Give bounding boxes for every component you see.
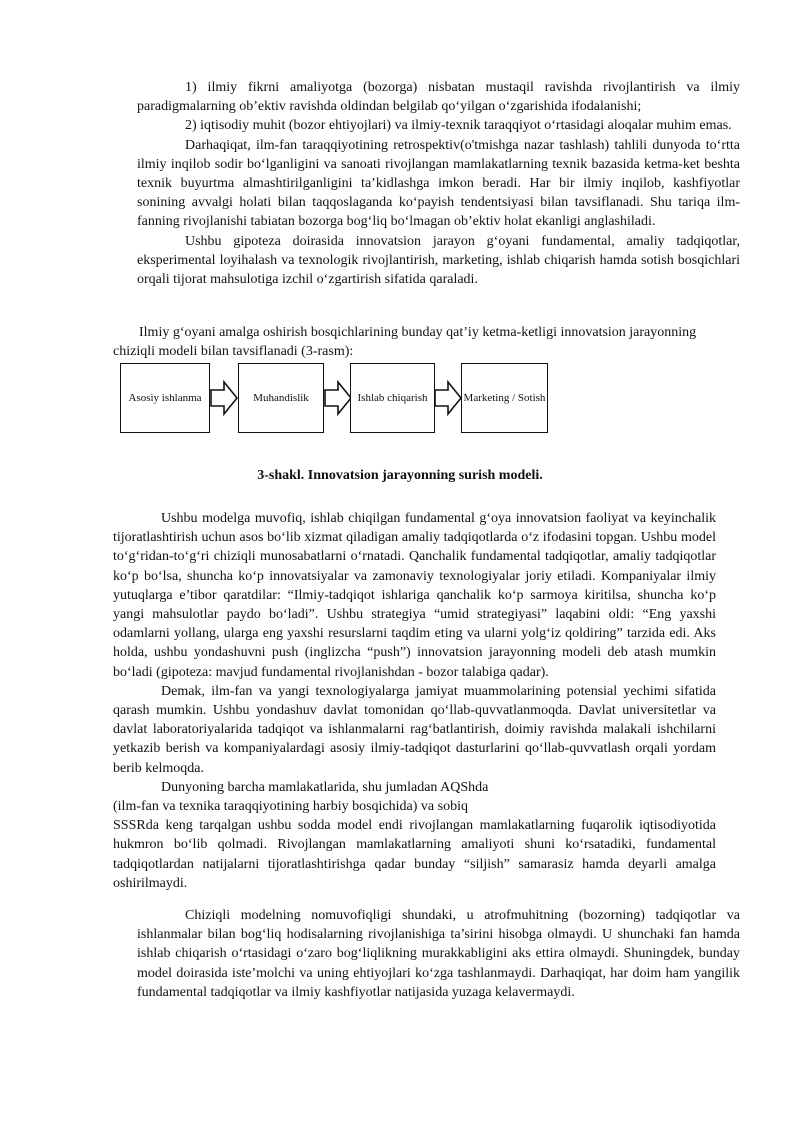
paragraph-state-support: Demak, ilm-fan va yangi texnologiyalarga jamiyat muammolarining potensial yechimi sifatida qarash mumkin. Ushbu yondashuv davlat tomonidan qo‘llab-quvvatlanmoqda. Davlat universitetlar va davlat laboratoriyalarida tadqiqot va ishlanmalarni rag‘batlantirish, doimiy ravishda malakali ishchilarni yetkazib berish va kompaniyalardagi asosiy ilmiy-tadqiqot dasturlarini qo‘llab-quvvatlash orqali yordam berib kelmoqda.: [113, 683, 716, 776]
paragraph-linear-model-intro-wrap: [113, 323, 716, 361]
paragraph-hypothesis: Ushbu gipoteza doirasida innovatsion jarayon g‘oyani fundamental, amaliy tadqiqotlar, eksperimental loyihalash va texnologik rivojlantirish, marketing, ishlab chiqarish hamda sotish bosqichlari orqali tijorat mahsulotiga izchil o‘zgartirish sifatida qaraladi.: [137, 233, 740, 288]
list-item-2: 2) iqtisodiy muhit (bozor ehtiyojlari) va ilmiy-texnik taraqqiyot o‘rtasidagi aloqalar muhim emas.: [185, 118, 732, 134]
paragraph-ussr: SSSRda keng tarqalgan ushbu sodda model endi rivojlangan mamlakatlarning fuqarolik iqtisodiyotida hukmron bo‘lib qolmadi. Rivojlangan mamlakatlarning amaliyoti shuni ko‘rsatadiki, fundamental tadqiqotlardan natijalarni tijoratlashtirishga qadar bunday “siljish” samarasiz hamda deyarli amalga oshirilmaydi.: [113, 818, 716, 891]
paragraph-linear-model-intro: Ilmiy g‘oyani amalga oshirish bosqichlarining bunday qat’iy ketma-ketligi innovatsion jarayonning chiziqli modeli bilan tavsiflanadi (3-rasm):: [113, 325, 697, 360]
numbered-list: [137, 78, 740, 289]
paragraph-inconsistency: Chiziqli modelning nomuvofiqligi shundaki, u atrofmuhitning (bozorning) tadqiqotlar va ishlanmalar bilan bog‘liq hodisalarning rivojlanishiga ta’sirini hisobga olmaydi. U shunchaki fan hamda ishlab chiqarish o‘rtasidagi o‘zaro bog‘liqlikning murakkabligini aks ettira olmaydi. Shuningdek, bunday model doirasida iste’molchi va uning ehtiyojlari ko‘zga tashlanmaydi. Darhaqiqat, har doim ham yangilik fundamental tadqiqotlar va ilmiy kashfiyotlar natijasida yuzaga kelavermaydi.: [137, 908, 740, 1000]
linear-model-diagram: [120, 361, 750, 437]
diagram-box-basic-development: Asosiy ishlanma: [120, 363, 210, 433]
paragraph-retrospective: Darhaqiqat, ilm-fan taraqqiyotining retrospektiv(o'tmishga nazar tashlash) tahlili dunyoda to‘rtta ilmiy inqilob sodir bo‘lganligini va sanoati rivojlangan mamlakatlarning texnik bazasida ketma-ket beshta texnik buyurtma almashtirilganligini ta’kidlashga imkon beradi. Har bir ilmiy inqilob, kashfiyotlar sonining avvalgi holati bilan taqqoslaganda ko‘payish tendentsiyasi bilan tavsiflanadi. Shu tariqa ilm-fanning rivojlanishi tabiatan bozorga bog‘liq bo‘lmagan ob’ektiv holat ekanligi anglashiladi.: [137, 137, 740, 230]
diagram-box-production: Ishlab chiqarish: [350, 363, 435, 433]
list-item-1: 1) ilmiy fikrni amaliyotga (bozorga) nisbatan mustaqil ravishda rivojlantirish va ilmiy paradigmalarning ob’ektiv ravishda oldindan belgilab qo‘yilgan o‘zgarishida ifodalanishi;: [137, 80, 740, 115]
diagram-box-marketing-sales: Marketing / Sotish: [461, 363, 548, 433]
arrow-right-icon: [210, 380, 238, 416]
arrow-right-icon: [324, 380, 352, 416]
arrow-right-icon: [434, 380, 462, 416]
paragraph-inconsistency-wrap: [137, 906, 740, 1002]
body-section: [113, 509, 716, 893]
paragraph-usa-line-1: Dunyoning barcha mamlakatlarida, shu jumladan AQShda: [161, 779, 489, 795]
figure-caption: 3-shakl. Innovatsion jarayonning surish modeli.: [257, 468, 543, 483]
paragraph-usa-line-2: (ilm-fan va texnika taraqqiyotining harbiy bosqichida) va sobiq: [113, 799, 468, 815]
diagram-box-engineering: Muhandislik: [238, 363, 324, 433]
paragraph-push-model: Ushbu modelga muvofiq, ishlab chiqilgan fundamental g‘oya innovatsion faoliyat va keyinchalik tijoratlashtirish uchun asos bo‘lib xizmat qiladigan amaliy tadqiqotlarda o‘z ifodasini topgan. Ushbu model to‘g‘ridan-to‘g‘ri chiziqli munosabatlarni o‘rnatadi. Qanchalik fundamental tadqiqotlar, amaliy tadqiqotlar ko‘p bo‘lsa, shuncha ko‘p innovatsiyalar va zamonaviy texnologiyalar joriy etiladi. Kompaniyalar ilmiy yutuqlarga e’tibor qaratdilar: “Ilmiy-tadqiqot ishlariga qanchalik ko‘p sarmoya kiritilsa, shuncha ko‘p yangi mahsulotlar paydo bo‘ladi”. Ushbu strategiya “umid strategiyasi” laqabini oldi: “Eng yaxshi odamlarni yollang, ularga eng yaxshi resurslarni taqdim eting va ularni yolg‘iz qoldiring” tarzida edi. Aks holda, ushbu yondashuvni push (inglizcha “push”) innovatsion jarayonning modeli deb atash mumkin bo‘ladi (gipoteza: mavjud fundamental rivojlanishdan - bozor talabiga qadar).: [113, 511, 716, 680]
